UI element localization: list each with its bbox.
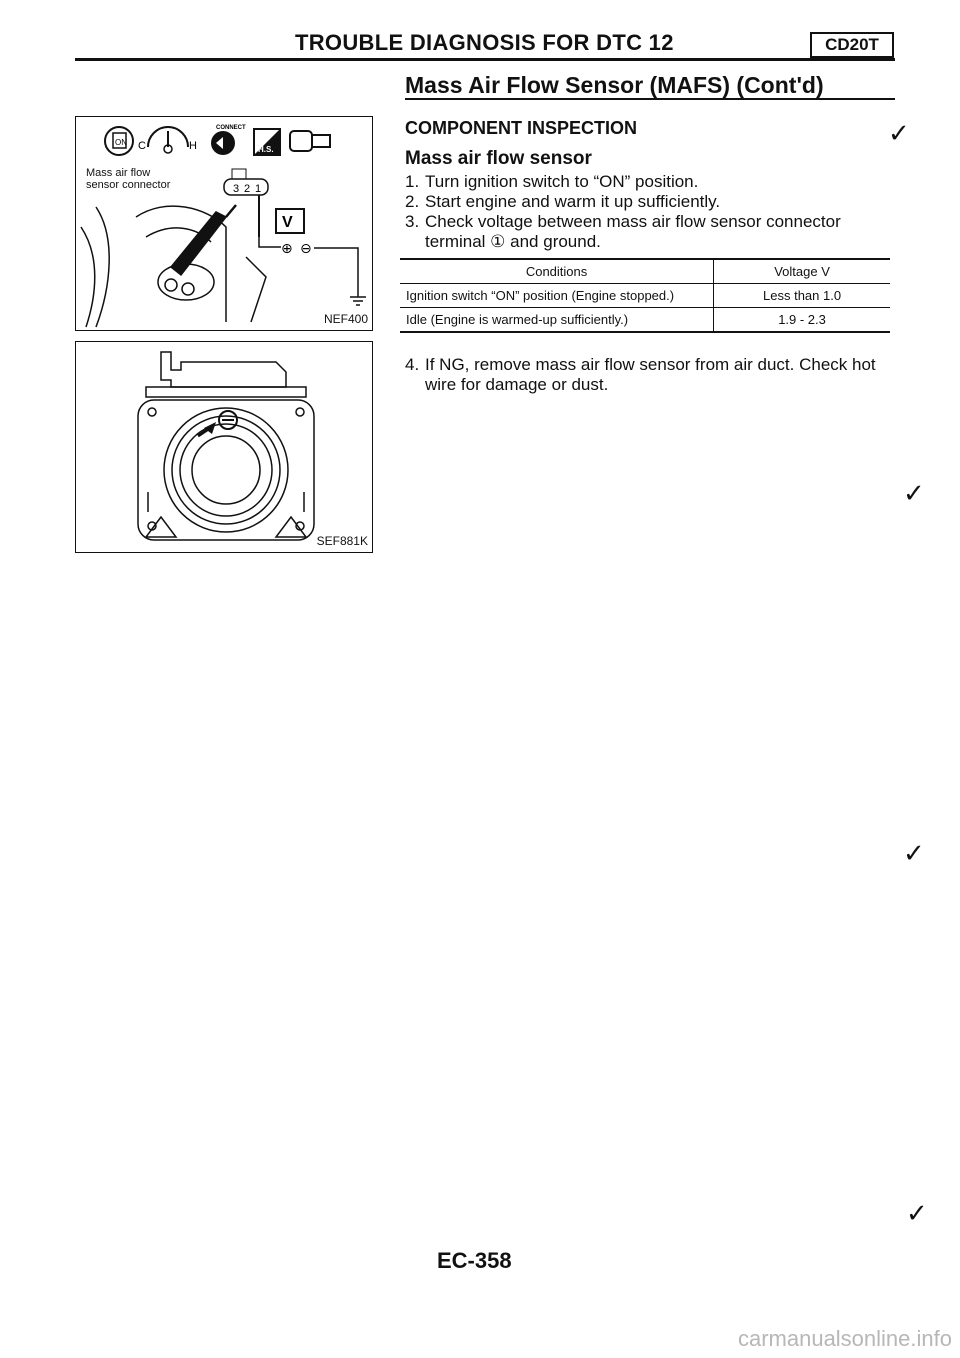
connect-icon	[211, 125, 246, 155]
figure-code: SEF881K	[316, 534, 368, 548]
harness-side-icon	[254, 129, 280, 155]
step-1	[405, 172, 895, 192]
connector-terminals	[224, 169, 268, 195]
voltage-spec-table	[400, 258, 890, 333]
watermark: carmanualsonline.info	[737, 1326, 952, 1351]
part-heading: Mass air flow sensor	[405, 148, 592, 169]
sensor-duct-sketch	[81, 205, 266, 327]
voltmeter-icon	[259, 209, 358, 297]
table-header-row	[400, 259, 890, 284]
sensor-illustration	[76, 342, 372, 552]
procedure-steps	[405, 172, 895, 252]
revision-mark-icon: ✓	[903, 478, 925, 508]
step-number: 2.	[405, 192, 420, 211]
voltmeter-label: V	[282, 214, 293, 231]
ignition-on-icon	[105, 127, 133, 155]
step-text: Start engine and warm it up sufficiently.	[425, 192, 721, 211]
step-text: Turn ignition switch to “ON” position.	[425, 172, 699, 191]
page-number: EC-358	[437, 1248, 512, 1273]
revision-mark-icon: ✓	[888, 118, 910, 148]
figure-sensor-hot-wire	[75, 341, 373, 553]
step-text: Check voltage between mass air flow sensor connector terminal ① and ground.	[425, 212, 841, 251]
figure-connector-voltage-check	[75, 116, 373, 331]
connector-illustration	[76, 117, 372, 330]
meter-minus: ⊖	[300, 241, 312, 257]
table-row	[400, 308, 890, 333]
step-2	[405, 192, 895, 212]
hot-wire-icon	[198, 411, 237, 436]
figure-code: NEF400	[323, 312, 368, 326]
c-label: C	[138, 140, 146, 152]
hs-label: H.S.	[258, 145, 274, 154]
table-cell-condition: Idle (Engine is warmed-up sufficiently.)	[400, 308, 714, 333]
revision-mark-icon: ✓	[903, 838, 925, 868]
terminal-2: 2	[244, 183, 251, 195]
section-title: Mass Air Flow Sensor (MAFS) (Cont'd)	[405, 72, 824, 98]
step-number: 4.	[405, 355, 420, 374]
table-cell-voltage: Less than 1.0	[714, 284, 890, 308]
table-header-conditions: Conditions	[400, 259, 714, 284]
h-label: H	[189, 140, 197, 152]
connect-label: CONNECT	[216, 125, 246, 131]
engine-model-badge: CD20T	[810, 32, 894, 58]
table-cell-voltage: 1.9 - 2.3	[714, 308, 890, 333]
step-text: If NG, remove mass air flow sensor from air duct. Check hot wire for damage or dust.	[425, 355, 876, 394]
temperature-gauge-icon	[148, 127, 188, 153]
ignition-on-label: ON	[115, 138, 127, 147]
sensor-body	[138, 352, 314, 540]
component-inspection-heading: COMPONENT INSPECTION	[405, 118, 638, 138]
step-4	[405, 355, 895, 395]
table-cell-condition: Ignition switch “ON” position (Engine stopped.)	[400, 284, 714, 308]
step-number: 1.	[405, 172, 420, 191]
connector-label: Mass air flow sensor connector	[86, 167, 171, 191]
table-row	[400, 284, 890, 308]
header-rule	[75, 58, 895, 61]
page-header-title: TROUBLE DIAGNOSIS FOR DTC 12	[295, 30, 674, 55]
ground-symbol	[350, 297, 366, 305]
step-3	[405, 212, 895, 252]
table-header-voltage: Voltage V	[714, 259, 890, 284]
terminal-3: 3	[233, 183, 240, 195]
revision-mark-icon: ✓	[906, 1198, 928, 1228]
section-rule	[405, 98, 895, 100]
terminal-1: 1	[255, 183, 262, 195]
step-number: 3.	[405, 212, 420, 231]
meter-plus: ⊕	[281, 241, 293, 257]
engine-icon	[290, 131, 330, 151]
